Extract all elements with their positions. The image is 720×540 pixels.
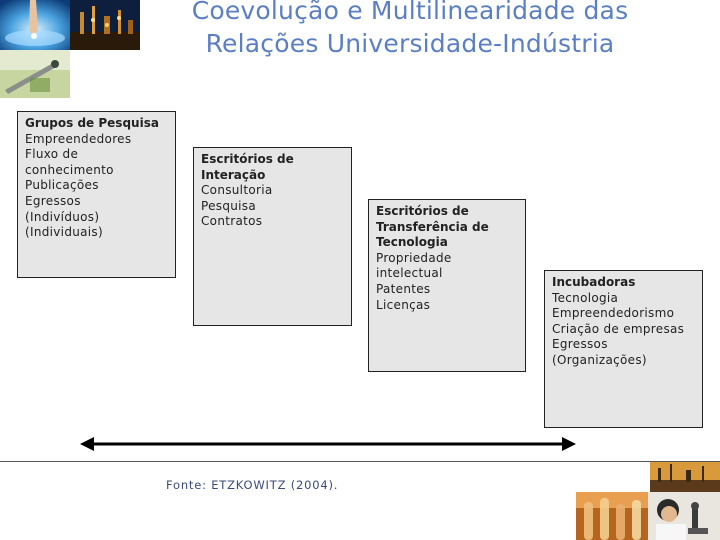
box-item: Empreendedorismo (552, 306, 675, 321)
divider-line (0, 461, 720, 462)
box-item: (Indivíduos) (25, 209, 100, 224)
box-header: Incubadoras (552, 275, 636, 289)
box-item: Contratos (201, 214, 263, 229)
box-item: Egressos (552, 337, 608, 352)
box-header: Escritórios de (376, 204, 469, 218)
interaction-offices-box (193, 147, 352, 326)
industrial-plant-photo (650, 462, 720, 492)
research-groups-box (17, 111, 176, 278)
slide-title (140, 0, 680, 60)
source-citation: Fonte: ETZKOWITZ (2004). (166, 478, 339, 492)
lab-hand-photo (0, 0, 70, 50)
scientist-microscope-photo (648, 492, 720, 540)
box-header: Tecnologia (376, 235, 448, 250)
box-item: (Organizações) (552, 352, 647, 367)
box-item: Criação de empresas (552, 321, 685, 336)
box-item: Pesquisa (201, 198, 257, 213)
box-item: Consultoria (201, 183, 273, 198)
box-item: Propriedade intelectual (376, 250, 452, 281)
box-header: Grupos de Pesquisa (25, 116, 159, 130)
box-item: (Individuais) (25, 225, 103, 240)
box-item: Patentes (376, 281, 431, 296)
box-item: Empreendedores (25, 131, 132, 146)
box-item: Fluxo de conhecimento (25, 147, 114, 177)
title-line-1: Coevolução e Multilinearidade das (191, 0, 629, 25)
box-header: Interação (201, 167, 266, 182)
technology-transfer-offices-box (368, 199, 526, 372)
refinery-night-photo (70, 0, 140, 50)
incubators-box (544, 270, 703, 428)
box-item: Licenças (376, 297, 431, 312)
box-item: Egressos (25, 193, 81, 208)
test-tubes-photo (576, 492, 648, 540)
box-item: Publicações (25, 178, 99, 193)
box-item: Tecnologia (552, 290, 619, 305)
double-arrow (80, 432, 576, 456)
pipette-photo (0, 50, 70, 98)
box-header: Transferência de (376, 219, 489, 234)
box-header: Escritórios de (201, 152, 294, 166)
title-line-2: Relações Universidade-Indústria (205, 29, 615, 58)
